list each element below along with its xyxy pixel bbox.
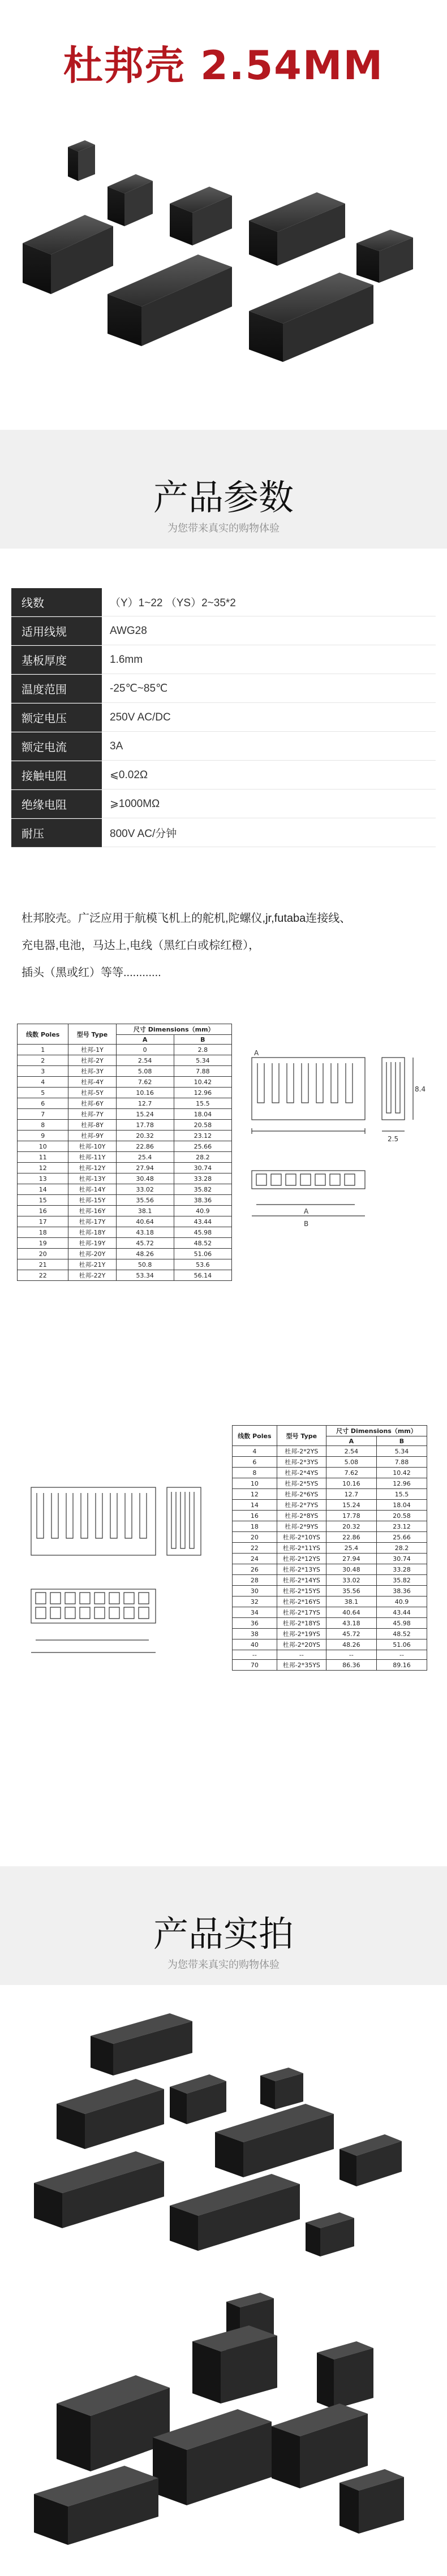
table-cell: 7.88	[174, 1066, 231, 1077]
spec-key: 接触电阻	[11, 761, 102, 789]
table-cell: 杜邦-9Y	[68, 1130, 116, 1141]
table-cell: 杜邦-15Y	[68, 1195, 116, 1206]
table-cell: 杜邦-2*10YS	[277, 1532, 326, 1543]
table-row	[233, 1575, 427, 1586]
table-cell: 30	[233, 1586, 277, 1596]
table-cell: 杜邦-4Y	[68, 1077, 116, 1088]
table-cell: 10.42	[376, 1468, 427, 1478]
table-cell: 51.06	[174, 1249, 231, 1259]
table-cell: 3	[18, 1066, 68, 1077]
table-cell: 22	[18, 1270, 68, 1281]
col-b: B	[174, 1035, 231, 1045]
spec-value: 1.6mm	[102, 646, 436, 674]
table-cell: --	[376, 1650, 427, 1660]
table-row	[18, 1088, 232, 1098]
drawing-label-a: A	[254, 1049, 259, 1057]
table-row	[233, 1478, 427, 1489]
table-row	[233, 1489, 427, 1500]
product-photo-1	[23, 2013, 424, 2262]
table-cell: 33.02	[116, 1184, 174, 1195]
table-cell: 杜邦-2*16YS	[277, 1596, 326, 1607]
table-row	[233, 1511, 427, 1521]
spec-key: 适用线规	[11, 617, 102, 645]
table-cell: 2.8	[174, 1045, 231, 1055]
spec-key: 绝缘电阻	[11, 790, 102, 818]
table-cell: 35.82	[376, 1575, 427, 1586]
col-b: B	[376, 1436, 427, 1446]
table-row	[18, 1195, 232, 1206]
col-type: 型号 Type	[277, 1426, 326, 1446]
table-cell: 1	[18, 1045, 68, 1055]
table-cell: 33.28	[376, 1564, 427, 1575]
drawing-label-dim2: 8.4	[415, 1085, 426, 1093]
table-row	[18, 1249, 232, 1259]
table-cell: 34	[233, 1607, 277, 1618]
table-cell: 89.16	[376, 1660, 427, 1671]
table-cell: 杜邦-2*9YS	[277, 1521, 326, 1532]
table-row	[233, 1554, 427, 1564]
table-cell: 9	[18, 1130, 68, 1141]
table-cell: 7.62	[326, 1468, 376, 1478]
table-cell: 7	[18, 1109, 68, 1120]
table-row	[233, 1639, 427, 1650]
single-row-dimension-table	[17, 1024, 232, 1281]
table-cell: 45.98	[174, 1227, 231, 1238]
spec-key: 温度范围	[11, 675, 102, 703]
col-dim: 尺寸 Dimensions（mm）	[326, 1426, 427, 1436]
table-cell: 14	[233, 1500, 277, 1511]
spec-key: 线数	[11, 588, 102, 616]
double-row-spec-panel	[17, 1425, 430, 1764]
table-cell: 杜邦-1Y	[68, 1045, 116, 1055]
table-row	[233, 1596, 427, 1607]
table-cell: 30.74	[174, 1163, 231, 1173]
spec-value: 3A	[102, 732, 436, 761]
table-cell: 23.12	[174, 1130, 231, 1141]
product-description	[22, 905, 429, 986]
hero-title: 杜邦壳 2.54MM	[63, 42, 384, 89]
table-cell: 杜邦-16Y	[68, 1206, 116, 1216]
table-cell: 杜邦-11Y	[68, 1152, 116, 1163]
table-row	[18, 1152, 232, 1163]
table-cell: 杜邦-2Y	[68, 1055, 116, 1066]
table-row	[233, 1650, 427, 1660]
drawing-label-b: B	[304, 1220, 309, 1228]
table-row	[233, 1532, 427, 1543]
table-cell: 40.64	[326, 1607, 376, 1618]
table-row	[18, 1270, 232, 1281]
params-band	[0, 430, 447, 549]
spec-row	[11, 675, 436, 704]
table-cell: 21	[18, 1259, 68, 1270]
spec-row	[11, 646, 436, 675]
table-cell: 10	[233, 1478, 277, 1489]
table-cell: 5.34	[376, 1446, 427, 1457]
table-cell: 86.36	[326, 1660, 376, 1671]
table-cell: 35.56	[326, 1586, 376, 1596]
double-row-dimension-table	[232, 1425, 427, 1671]
table-row	[233, 1468, 427, 1478]
table-cell: 13	[18, 1173, 68, 1184]
table-cell: 33.28	[174, 1173, 231, 1184]
table-row	[233, 1543, 427, 1554]
double-row-drawing	[25, 1476, 212, 1702]
spec-row	[11, 761, 436, 790]
table-cell: --	[277, 1650, 326, 1660]
table-row	[18, 1259, 232, 1270]
table-cell: 53.34	[116, 1270, 174, 1281]
table-cell: 0	[116, 1045, 174, 1055]
table-cell: 16	[233, 1511, 277, 1521]
table-row	[233, 1618, 427, 1629]
table-cell: 12.96	[174, 1088, 231, 1098]
table-row	[18, 1077, 232, 1088]
table-cell: 43.44	[376, 1607, 427, 1618]
table-row	[233, 1446, 427, 1457]
table-cell: 22	[233, 1543, 277, 1554]
table-cell: 4	[18, 1077, 68, 1088]
spec-row	[11, 819, 436, 848]
table-cell: 杜邦-8Y	[68, 1120, 116, 1130]
table-cell: 45.72	[116, 1238, 174, 1249]
spec-row	[11, 588, 436, 617]
table-cell: 38.36	[174, 1195, 231, 1206]
spec-table	[11, 588, 436, 848]
col-a: A	[116, 1035, 174, 1045]
spec-key: 耐压	[11, 819, 102, 847]
table-row	[18, 1206, 232, 1216]
table-cell: 杜邦-2*15YS	[277, 1586, 326, 1596]
table-cell: 20	[18, 1249, 68, 1259]
table-cell: 30.48	[326, 1564, 376, 1575]
table-cell: 杜邦-14Y	[68, 1184, 116, 1195]
table-cell: 杜邦-2*11YS	[277, 1543, 326, 1554]
table-cell: 27.94	[326, 1554, 376, 1564]
table-row	[18, 1227, 232, 1238]
spec-key: 额定电压	[11, 704, 102, 732]
table-cell: 杜邦-2*13YS	[277, 1564, 326, 1575]
table-cell: 33.02	[326, 1575, 376, 1586]
table-cell: 2	[18, 1055, 68, 1066]
table-cell: 12	[233, 1489, 277, 1500]
table-cell: 18	[18, 1227, 68, 1238]
photo2-connectors	[34, 2293, 404, 2545]
table-cell: 15.5	[174, 1098, 231, 1109]
spec-value: -25℃~85℃	[102, 675, 436, 703]
table-cell: 2.54	[326, 1446, 376, 1457]
table-cell: 20.58	[174, 1120, 231, 1130]
table-cell: 20.58	[376, 1511, 427, 1521]
table-cell: 杜邦-3Y	[68, 1066, 116, 1077]
table-cell: 27.94	[116, 1163, 174, 1173]
table-cell: 杜邦-2*3YS	[277, 1457, 326, 1468]
table-cell: 5.08	[326, 1457, 376, 1468]
table-cell: 30.48	[116, 1173, 174, 1184]
table-cell: 4	[233, 1446, 277, 1457]
table-cell: 7.88	[376, 1457, 427, 1468]
table-cell: 43.44	[174, 1216, 231, 1227]
table-cell: 53.6	[174, 1259, 231, 1270]
table-row	[233, 1564, 427, 1575]
table-cell: 6	[18, 1098, 68, 1109]
col-dim: 尺寸 Dimensions（mm）	[116, 1024, 231, 1035]
table-cell: 杜邦-5Y	[68, 1088, 116, 1098]
table-cell: 45.98	[376, 1618, 427, 1629]
table-cell: 38.1	[116, 1206, 174, 1216]
spec-value: AWG28	[102, 617, 436, 645]
connector-shapes	[23, 140, 413, 362]
table-cell: 17.78	[116, 1120, 174, 1130]
table-cell: 10	[18, 1141, 68, 1152]
table-cell: 杜邦-2*19YS	[277, 1629, 326, 1639]
params-title: 产品参数	[153, 477, 294, 518]
table-cell: 22.86	[326, 1532, 376, 1543]
table-cell: 35.82	[174, 1184, 231, 1195]
table-cell: 18	[233, 1521, 277, 1532]
table-row	[233, 1521, 427, 1532]
table-cell: 杜邦-7Y	[68, 1109, 116, 1120]
table-cell: 40.64	[116, 1216, 174, 1227]
table-cell: 25.4	[326, 1543, 376, 1554]
table-cell: 杜邦-22Y	[68, 1270, 116, 1281]
table-cell: 28.2	[174, 1152, 231, 1163]
table-cell: 18.04	[174, 1109, 231, 1120]
spec-value: ⩾1000MΩ	[102, 790, 436, 818]
table-cell: 12.96	[376, 1478, 427, 1489]
table-cell: 16	[18, 1206, 68, 1216]
table-row	[18, 1141, 232, 1152]
spec-key: 基板厚度	[11, 646, 102, 674]
table-cell: 28.2	[376, 1543, 427, 1554]
table-cell: 22.86	[116, 1141, 174, 1152]
table-cell: 杜邦-2*5YS	[277, 1478, 326, 1489]
table-cell: 杜邦-10Y	[68, 1141, 116, 1152]
table-cell: 20.32	[326, 1521, 376, 1532]
table-cell: 杜邦-2*20YS	[277, 1639, 326, 1650]
table-cell: 杜邦-2*12YS	[277, 1554, 326, 1564]
table-cell: 杜邦-20Y	[68, 1249, 116, 1259]
single-row-drawing	[240, 1046, 427, 1284]
table-cell: 18.04	[376, 1500, 427, 1511]
table-cell: 40.9	[174, 1206, 231, 1216]
table-row	[233, 1660, 427, 1671]
table-cell: 11	[18, 1152, 68, 1163]
table-cell: 23.12	[376, 1521, 427, 1532]
table-cell: 15.5	[376, 1489, 427, 1500]
table-cell: 15	[18, 1195, 68, 1206]
table-cell: 38	[233, 1629, 277, 1639]
table-cell: 15.24	[116, 1109, 174, 1120]
table-cell: --	[233, 1650, 277, 1660]
photos-title: 产品实拍	[153, 1913, 294, 1954]
table-cell: --	[326, 1650, 376, 1660]
table-cell: 38.1	[326, 1596, 376, 1607]
table-cell: 8	[233, 1468, 277, 1478]
table-row	[18, 1184, 232, 1195]
table-cell: 杜邦-21Y	[68, 1259, 116, 1270]
photo1-connectors	[34, 2013, 402, 2256]
table-cell: 32	[233, 1596, 277, 1607]
table-cell: 2.54	[116, 1055, 174, 1066]
hero-connectors-image	[23, 124, 424, 385]
table-cell: 35.56	[116, 1195, 174, 1206]
table-row	[18, 1163, 232, 1173]
table-cell: 10.16	[326, 1478, 376, 1489]
table-row	[18, 1120, 232, 1130]
table-row	[18, 1066, 232, 1077]
table-cell: 杜邦-2*7YS	[277, 1500, 326, 1511]
table-cell: 56.14	[174, 1270, 231, 1281]
table-cell: 28	[233, 1575, 277, 1586]
table-cell: 51.06	[376, 1639, 427, 1650]
table-cell: 10.42	[174, 1077, 231, 1088]
col-poles: 线数 Poles	[18, 1024, 68, 1045]
table-cell: 14	[18, 1184, 68, 1195]
table-cell: 杜邦-2*2YS	[277, 1446, 326, 1457]
table-cell: 70	[233, 1660, 277, 1671]
drawing-label-dim1: 2.5	[388, 1135, 399, 1143]
table-cell: 30.74	[376, 1554, 427, 1564]
table-row	[233, 1607, 427, 1618]
table-cell: 杜邦-2*8YS	[277, 1511, 326, 1521]
table-cell: 5.08	[116, 1066, 174, 1077]
table-cell: 45.72	[326, 1629, 376, 1639]
table-row	[18, 1098, 232, 1109]
table-cell: 43.18	[116, 1227, 174, 1238]
hero-section	[0, 0, 447, 413]
spec-row	[11, 732, 436, 761]
product-photo-2	[23, 2290, 424, 2551]
spec-value: 800V AC/分钟	[102, 819, 436, 847]
description-line-1: 杜邦胶壳。广泛应用于航模飞机上的舵机,陀螺仪,jr,futaba连接线、	[22, 912, 351, 925]
table-row	[18, 1109, 232, 1120]
table-cell: 杜邦-12Y	[68, 1163, 116, 1173]
table-row	[233, 1586, 427, 1596]
table-cell: 24	[233, 1554, 277, 1564]
table-cell: 36	[233, 1618, 277, 1629]
table-cell: 40.9	[376, 1596, 427, 1607]
table-cell: 40	[233, 1639, 277, 1650]
table-cell: 5.34	[174, 1055, 231, 1066]
table-cell: 20	[233, 1532, 277, 1543]
table-row	[18, 1238, 232, 1249]
table-cell: 杜邦-18Y	[68, 1227, 116, 1238]
spec-value: 250V AC/DC	[102, 704, 436, 732]
spec-value: ⩽0.02Ω	[102, 761, 436, 789]
table-cell: 43.18	[326, 1618, 376, 1629]
table-cell: 48.52	[376, 1629, 427, 1639]
table-row	[233, 1629, 427, 1639]
description-line-2: 充电器,电池，马达上,电线（黑红白或棕红橙），	[22, 939, 260, 952]
table-cell: 48.26	[326, 1639, 376, 1650]
photos-band	[0, 1866, 447, 1985]
table-cell: 杜邦-2*4YS	[277, 1468, 326, 1478]
table-row	[18, 1045, 232, 1055]
table-cell: 20.32	[116, 1130, 174, 1141]
table-row	[18, 1055, 232, 1066]
table-cell: 25.4	[116, 1152, 174, 1163]
table-cell: 杜邦-6Y	[68, 1098, 116, 1109]
table-cell: 12.7	[116, 1098, 174, 1109]
col-a: A	[326, 1436, 376, 1446]
table-row	[233, 1457, 427, 1468]
table-cell: 5	[18, 1088, 68, 1098]
table-cell: 48.52	[174, 1238, 231, 1249]
table-cell: 杜邦-17Y	[68, 1216, 116, 1227]
photos-subtitle: 为您带来真实的购物体验	[167, 1959, 280, 1970]
table-cell: 杜邦-13Y	[68, 1173, 116, 1184]
table-cell: 10.16	[116, 1088, 174, 1098]
description-line-3: 插头（黑或红）等等............	[22, 966, 161, 979]
spec-row	[11, 790, 436, 819]
drawing-label-a2: A	[304, 1207, 309, 1215]
table-cell: 杜邦-19Y	[68, 1238, 116, 1249]
table-cell: 50.8	[116, 1259, 174, 1270]
table-row	[18, 1173, 232, 1184]
table-cell: 杜邦-2*6YS	[277, 1489, 326, 1500]
table-cell: 6	[233, 1457, 277, 1468]
table-cell: 杜邦-2*14YS	[277, 1575, 326, 1586]
table-cell: 12.7	[326, 1489, 376, 1500]
table-cell: 7.62	[116, 1077, 174, 1088]
table-cell: 17	[18, 1216, 68, 1227]
table-cell: 15.24	[326, 1500, 376, 1511]
table-cell: 25.66	[174, 1141, 231, 1152]
spec-value: （Y）1~22 （YS）2~35*2	[102, 588, 436, 616]
spec-row	[11, 704, 436, 732]
table-cell: 杜邦-2*18YS	[277, 1618, 326, 1629]
params-subtitle: 为您带来真实的购物体验	[167, 523, 280, 534]
table-cell: 38.36	[376, 1586, 427, 1596]
col-type: 型号 Type	[68, 1024, 116, 1045]
table-row	[18, 1216, 232, 1227]
table-cell: 杜邦-2*17YS	[277, 1607, 326, 1618]
table-cell: 8	[18, 1120, 68, 1130]
table-row	[233, 1500, 427, 1511]
table-cell: 杜邦-2*35YS	[277, 1660, 326, 1671]
table-cell: 25.66	[376, 1532, 427, 1543]
table-cell: 19	[18, 1238, 68, 1249]
spec-row	[11, 617, 436, 646]
table-cell: 48.26	[116, 1249, 174, 1259]
single-row-spec-panel	[17, 1012, 430, 1374]
table-cell: 12	[18, 1163, 68, 1173]
table-row	[18, 1130, 232, 1141]
table-cell: 26	[233, 1564, 277, 1575]
table-cell: 17.78	[326, 1511, 376, 1521]
col-poles: 线数 Poles	[233, 1426, 277, 1446]
spec-key: 额定电流	[11, 732, 102, 761]
